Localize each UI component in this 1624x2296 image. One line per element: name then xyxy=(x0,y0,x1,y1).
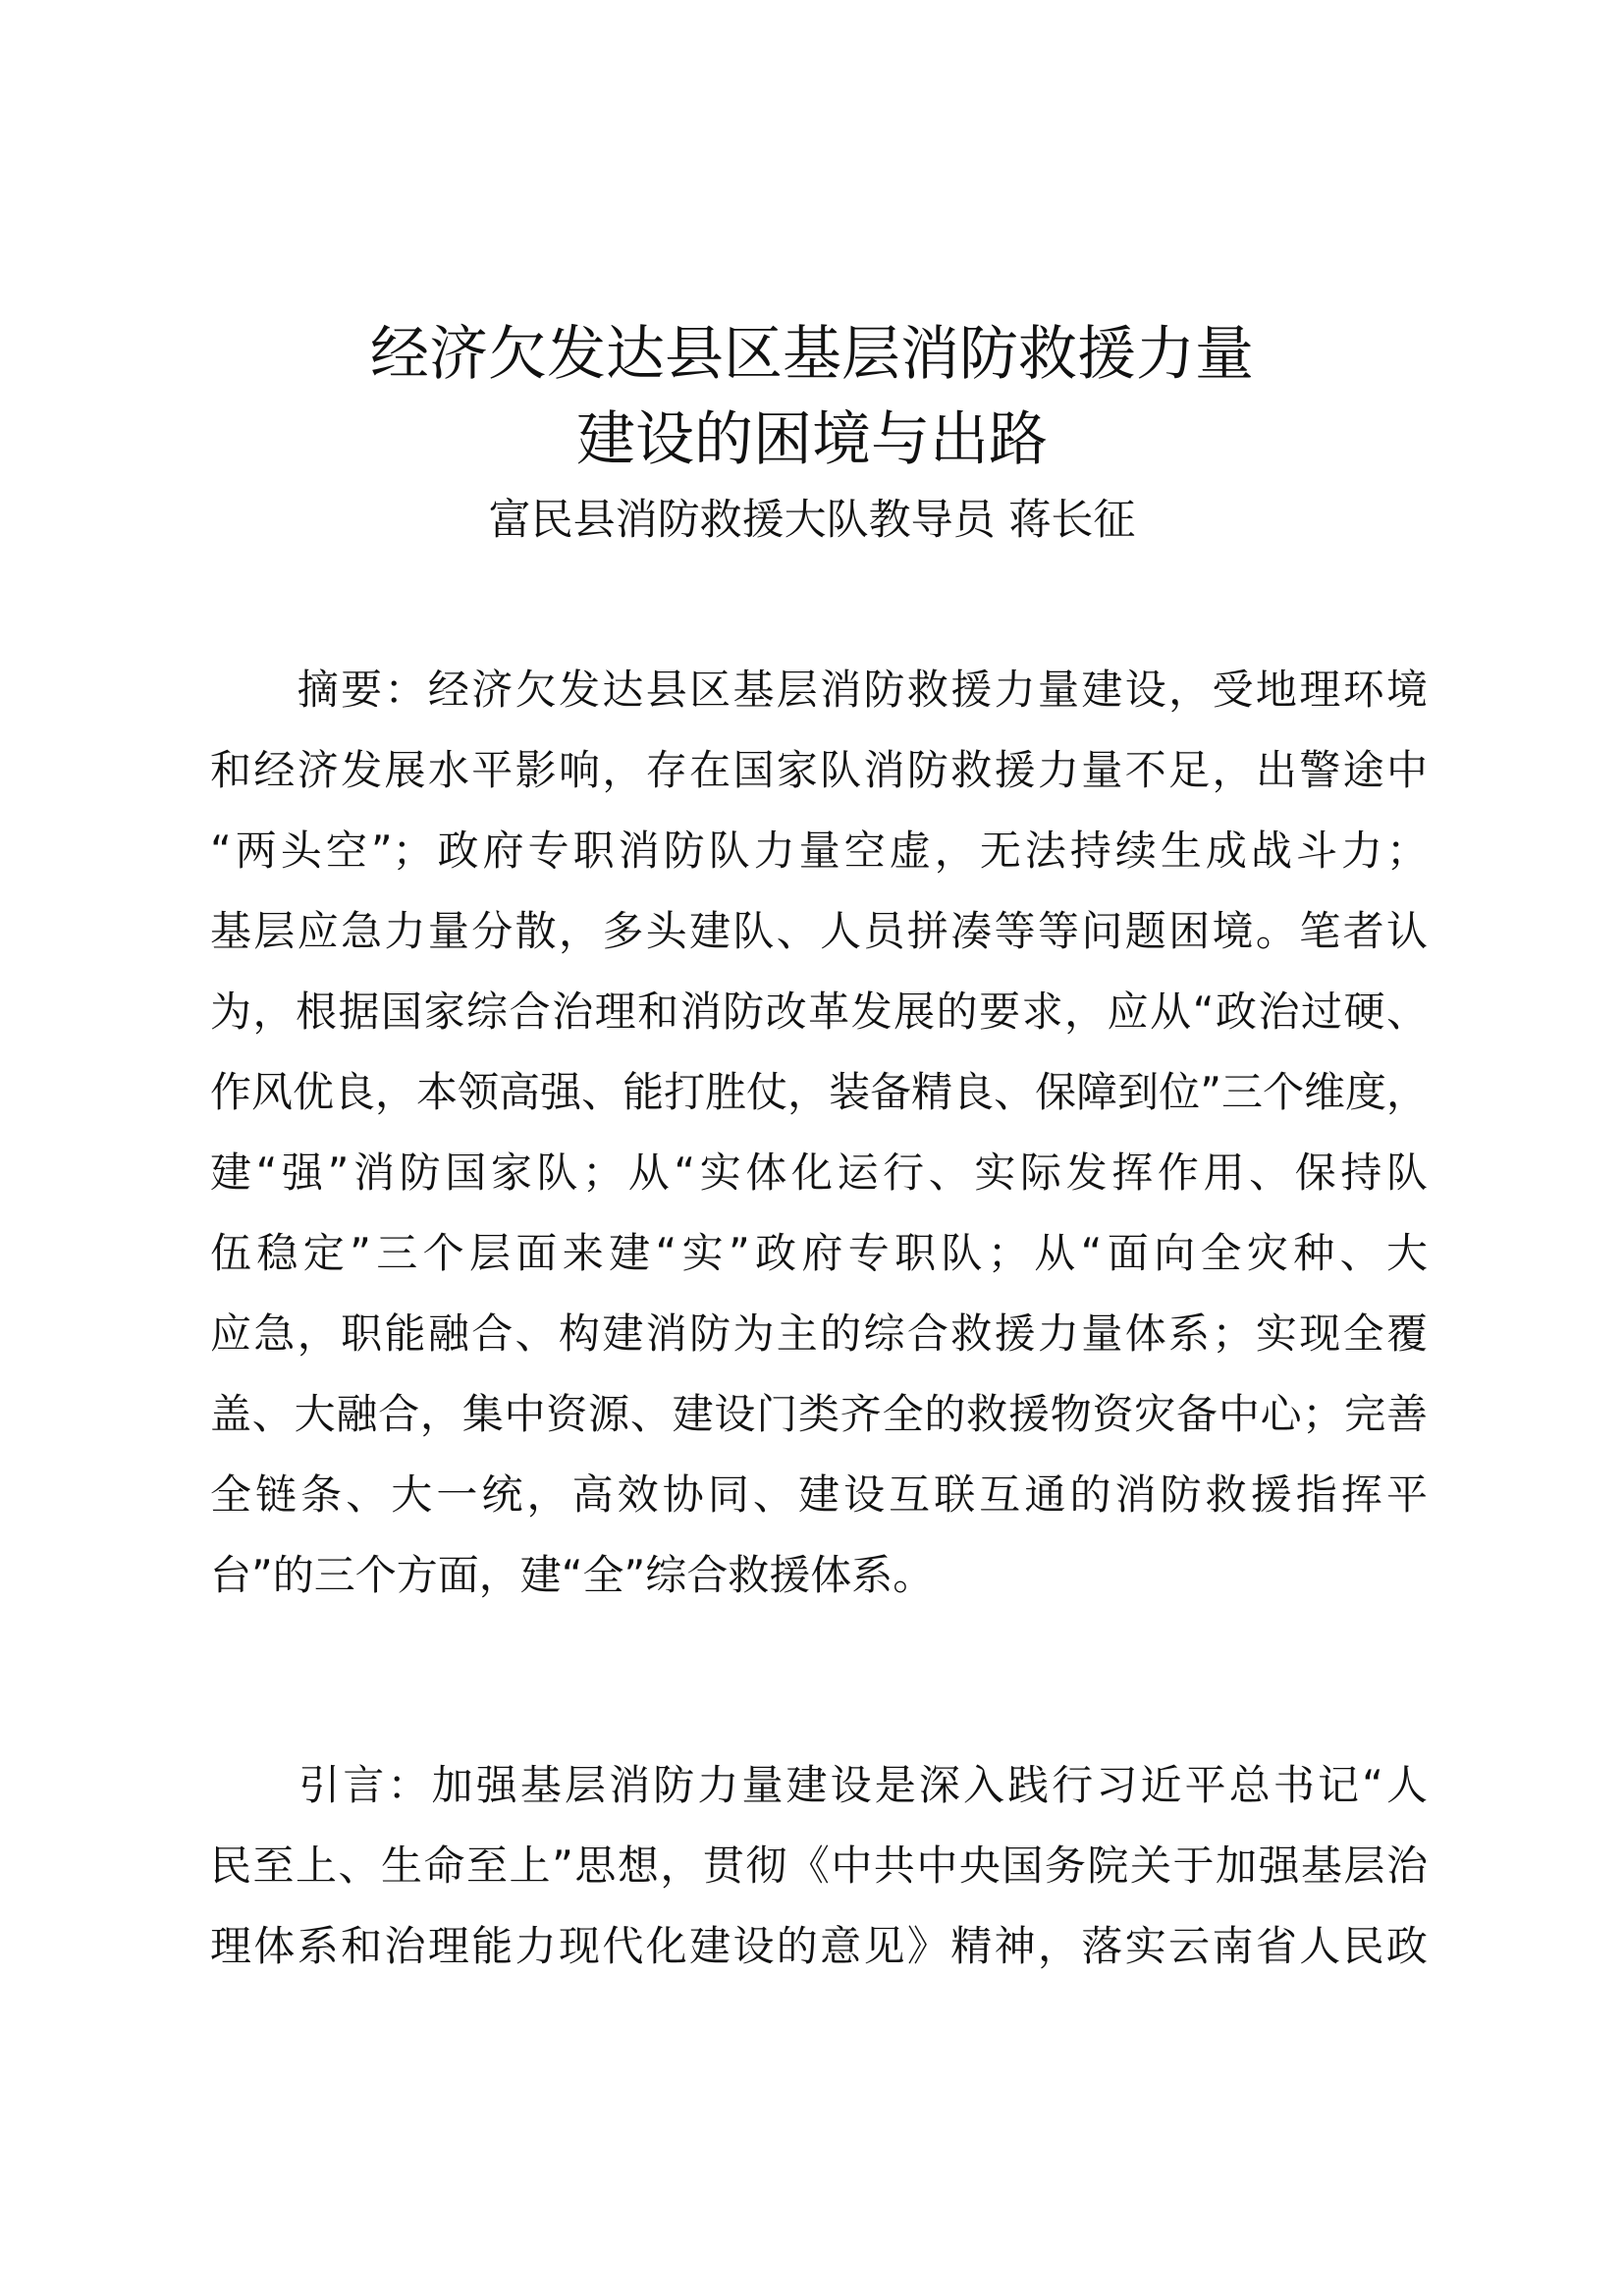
intro-paragraph xyxy=(210,1745,1428,1987)
abstract-line: 应急，职能融合、构建消防为主的综合救援力量体系；实现全覆 xyxy=(210,1309,1428,1358)
abstract-line: 基层应急力量分散，多头建队、人员拼凑等等问题困境。笔者认 xyxy=(210,907,1428,955)
abstract-line: 盖、大融合，集中资源、建设门类齐全的救援物资灾备中心；完善 xyxy=(210,1390,1428,1438)
abstract-line: 伍稳定”三个层面来建“实”政府专职队；从“面向全灾种、大 xyxy=(210,1229,1428,1277)
abstract-line: 台”的三个方面，建“全”综合救援体系。 xyxy=(210,1551,935,1599)
title-line-1: 经济欠发达县区基层消防救援力量 xyxy=(370,320,1254,389)
intro-line: 民至上、生命至上”思想，贯彻《中共中央国务院关于加强基层治 xyxy=(210,1842,1428,1890)
abstract-line: 和经济发展水平影响，存在国家队消防救援力量不足，出警途中 xyxy=(210,746,1428,794)
abstract-line: 全链条、大一统，高效协同、建设互联互通的消防救援指挥平 xyxy=(210,1470,1428,1519)
author-line: 富民县消防救援大队教导员 蒋长征 xyxy=(488,496,1136,545)
abstract-line: 建“强”消防国家队；从“实体化运行、实际发挥作用、保持队 xyxy=(210,1148,1428,1197)
title-line-2: 建设的困境与出路 xyxy=(576,405,1048,474)
abstract-line: 作风优良，本领高强、能打胜仗，装备精良、保障到位”三个维度， xyxy=(210,1068,1428,1116)
abstract-paragraph xyxy=(210,650,1428,1616)
intro-line: 引言：加强基层消防力量建设是深入践行习近平总书记“人 xyxy=(210,1761,1428,1809)
abstract-line: “两头空”；政府专职消防队力量空虚，无法持续生成战斗力； xyxy=(210,827,1428,875)
abstract-line: 为，根据国家综合治理和消防改革发展的要求，应从“政治过硬、 xyxy=(210,988,1428,1036)
intro-line: 理体系和治理能力现代化建设的意见》精神，落实云南省人民政 xyxy=(210,1922,1428,1970)
abstract-line: 摘要：经济欠发达县区基层消防救援力量建设，受地理环境 xyxy=(210,666,1428,714)
